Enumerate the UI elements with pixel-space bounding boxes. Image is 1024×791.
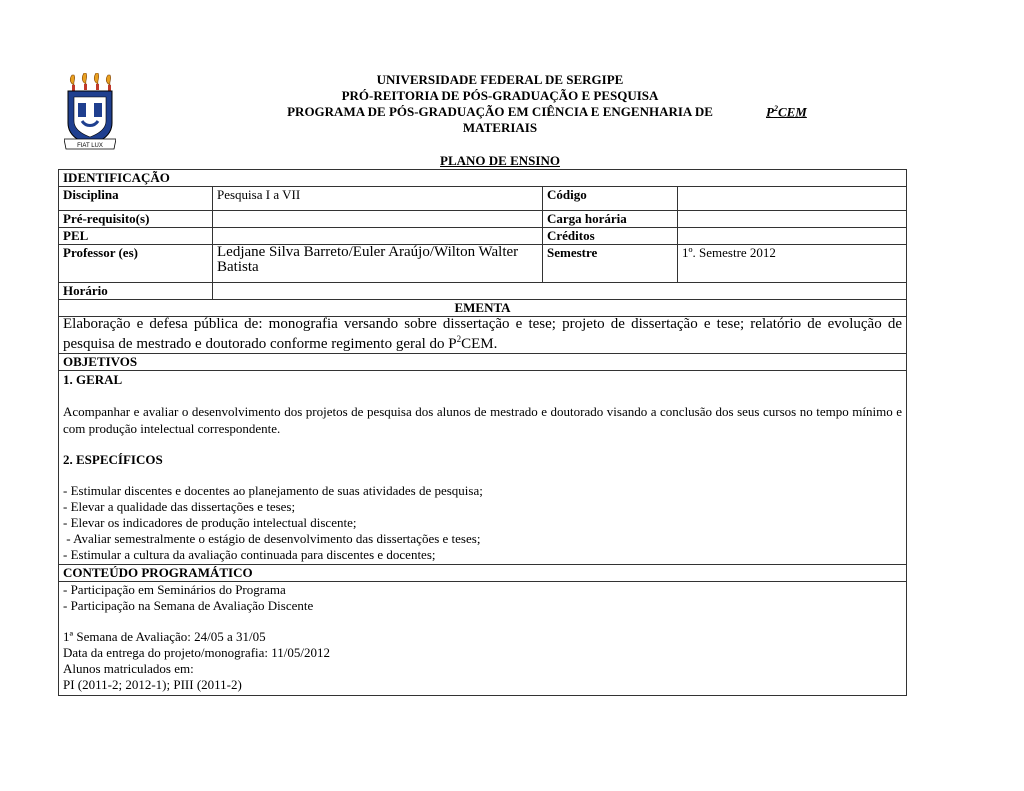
creditos-value <box>678 228 907 245</box>
carga-horaria-value <box>678 211 907 228</box>
pel-value <box>213 228 543 245</box>
horario-value <box>213 283 907 300</box>
conteudo-content <box>59 582 907 696</box>
objetivos-especificos-title: 2. ESPECÍFICOS <box>63 452 163 467</box>
ementa-text: Elaboração e defesa pública de: monografia versando sobre dissertação e tese; projeto de dissertação e tese; relatório de evolução de pesquisa de mestrado e doutorado conforme regimento geral do $P^2CEM$. <box>59 317 907 354</box>
objetivo-geral-text: Acompanhar e avaliar o desenvolvimento dos projetos de pesquisa dos alunos de mestrado e doutorado visando a conclusão dos seus cursos no tempo mínimo e com produção intelectual correspondente. <box>63 404 903 436</box>
alunos-label: Alunos matriculados em: <box>63 661 194 676</box>
section-identificacao: IDENTIFICAÇÃO <box>59 170 907 187</box>
program-name-cont: MATERIAIS <box>462 120 538 135</box>
plan-title: PLANO DE ENSINO <box>440 153 560 168</box>
teaching-plan-table <box>58 169 907 696</box>
professor-label: Professor (es) <box>59 245 213 283</box>
horario-label: Horário <box>59 283 213 300</box>
pro-reitoria: PRÓ-REITORIA DE PÓS-GRADUAÇÃO E PESQUISA <box>341 88 659 103</box>
disciplina-label: Disciplina <box>59 187 213 211</box>
section-objetivos: OBJETIVOS <box>59 354 907 371</box>
university-name: UNIVERSIDADE FEDERAL DE SERGIPE <box>376 72 624 87</box>
logo-motto: FIAT LUX <box>77 143 103 149</box>
alunos-value: PI (2011-2; 2012-1); PIII (2011-2) <box>63 677 242 692</box>
program-code: $P^2CEM$ <box>766 104 807 120</box>
codigo-label: Código <box>543 187 678 211</box>
objetivo-especifico-item: - Avaliar semestralmente o estágio de desenvolvimento das dissertações e teses; <box>63 531 481 546</box>
semestre-value: 1º. Semestre 2012 <box>678 245 907 283</box>
carga-horaria-label: Carga horária <box>543 211 678 228</box>
creditos-label: Créditos <box>543 228 678 245</box>
objetivos-content <box>59 371 907 565</box>
codigo-value <box>678 187 907 211</box>
prerequisito-value <box>213 211 543 228</box>
prerequisito-label: Pré-requisito(s) <box>59 211 213 228</box>
program-name: PROGRAMA DE PÓS-GRADUAÇÃO EM CIÊNCIA E ENGENHARIA DE <box>287 104 713 119</box>
objetivo-especifico-item: - Elevar os indicadores de produção intelectual discente; <box>63 515 357 530</box>
objetivo-especifico-item: - Estimular discentes e docentes ao planejamento de suas atividades de pesquisa; <box>63 483 483 498</box>
semestre-label: Semestre <box>543 245 678 283</box>
disciplina-value: Pesquisa I a VII <box>213 187 543 211</box>
objetivo-geral-title: 1. GERAL <box>63 372 123 387</box>
conteudo-item: - Participação na Semana de Avaliação Discente <box>63 598 314 613</box>
conteudo-item: - Participação em Seminários do Programa <box>63 582 286 597</box>
pel-label: PEL <box>59 228 213 245</box>
objetivo-especifico-item: - Estimular a cultura da avaliação continuada para discentes e docentes; <box>63 547 436 562</box>
university-logo <box>64 73 116 151</box>
professor-value: Ledjane Silva Barreto/Euler Araújo/Wilton Walter Batista <box>213 245 543 283</box>
data-entrega: Data da entrega do projeto/monografia: 11/05/2012 <box>63 645 331 660</box>
objetivo-especifico-item: - Elevar a qualidade das dissertações e teses; <box>63 499 296 514</box>
semana-avaliacao: 1ª Semana de Avaliação: 24/05 a 31/05 <box>63 629 266 644</box>
section-ementa: EMENTA <box>59 300 907 317</box>
section-conteudo: CONTEÚDO PROGRAMÁTICO <box>59 565 907 582</box>
